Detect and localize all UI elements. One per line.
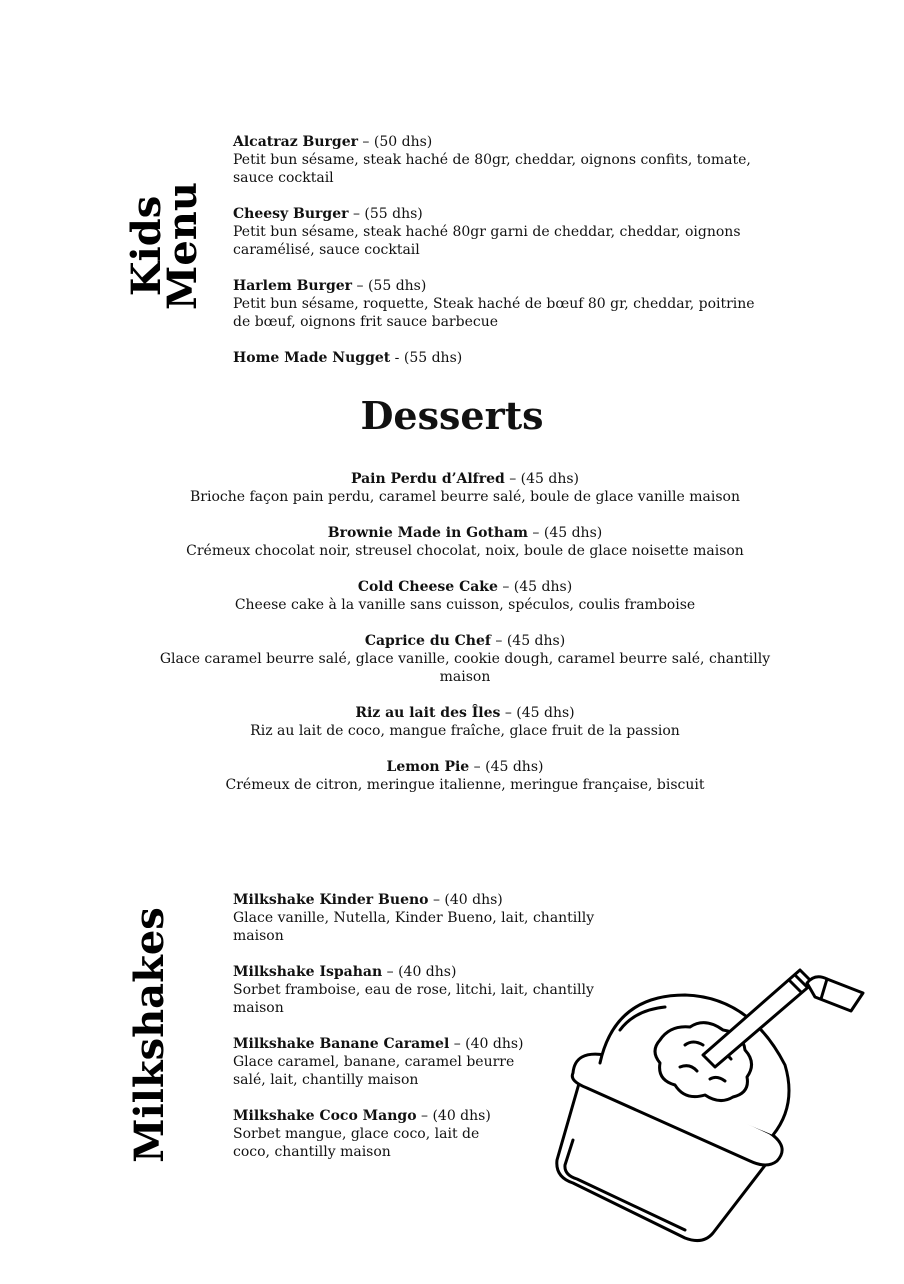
item-name: Caprice du Chef — [364, 633, 491, 649]
item-name: Milkshake Banane Caramel — [233, 1036, 450, 1052]
menu-item — [233, 1107, 503, 1161]
item-name: Home Made Nugget — [233, 350, 391, 366]
menu-item — [233, 891, 623, 945]
item-name: Milkshake Coco Mango — [233, 1108, 417, 1124]
menu-item — [233, 277, 773, 331]
item-name: Cold Cheese Cake — [357, 579, 498, 595]
menu-item — [150, 578, 780, 614]
desserts-list — [150, 470, 780, 812]
item-price: – (45 dhs) — [504, 471, 580, 487]
menu-item — [150, 632, 780, 686]
item-description: Sorbet mangue, glace coco, lait de coco, chantilly maison — [233, 1126, 480, 1160]
menu-item — [233, 1035, 533, 1089]
item-description: Crémeux de citron, meringue italienne, meringue française, biscuit — [225, 777, 705, 793]
kids-menu-list — [233, 133, 773, 385]
menu-item — [150, 470, 780, 506]
item-description: Riz au lait de coco, mangue fraîche, glace fruit de la passion — [250, 723, 680, 739]
item-description: Crémeux chocolat noir, streusel chocolat, noix, boule de glace noisette maison — [186, 543, 744, 559]
menu-item — [233, 133, 773, 187]
item-name: Milkshake Ispahan — [233, 964, 383, 980]
item-price: – (40 dhs) — [416, 1108, 491, 1124]
desserts-title: Desserts — [360, 393, 544, 438]
item-price: - (55 dhs) — [390, 350, 463, 366]
item-price: – (45 dhs) — [490, 633, 566, 649]
item-price: – (45 dhs) — [527, 525, 603, 541]
menu-item — [150, 524, 780, 560]
item-description: Sorbet framboise, eau de rose, litchi, lait, chantilly maison — [233, 982, 594, 1016]
item-price: – (45 dhs) — [469, 759, 544, 775]
kids-menu-title-line1: Kids — [123, 195, 170, 297]
item-price: – (45 dhs) — [500, 705, 575, 721]
item-price: – (40 dhs) — [449, 1036, 524, 1052]
item-price: – (50 dhs) — [357, 134, 433, 150]
item-description: Brioche façon pain perdu, caramel beurre salé, boule de glace vanille maison — [190, 489, 740, 505]
item-description: Glace vanille, Nutella, Kinder Bueno, lait, chantilly maison — [233, 910, 595, 944]
item-name: Riz au lait des Îles — [355, 705, 501, 721]
menu-item — [233, 205, 773, 259]
item-name: Harlem Burger — [233, 278, 353, 294]
menu-item — [150, 758, 780, 794]
milkshakes-title: Milkshakes — [126, 907, 173, 1163]
item-price: – (45 dhs) — [497, 579, 573, 595]
item-description: Petit bun sésame, steak haché de 80gr, cheddar, oignons confits, tomate, sauce cocktail — [233, 152, 751, 186]
item-description: Glace caramel beurre salé, glace vanille, cookie dough, caramel beurre salé, chantilly maison — [159, 651, 771, 685]
item-name: Milkshake Kinder Bueno — [233, 892, 429, 908]
menu-item — [150, 704, 780, 740]
item-description: Petit bun sésame, roquette, Steak haché de bœuf 80 gr, cheddar, poitrine de bœuf, oignons frit sauce barbecue — [233, 296, 755, 330]
item-description: Petit bun sésame, steak haché 80gr garni de cheddar, cheddar, oignons caramélisé, sauce cocktail — [233, 224, 741, 258]
kids-menu-title — [123, 171, 206, 321]
menu-item — [233, 349, 773, 367]
item-name: Cheesy Burger — [233, 206, 349, 222]
item-name: Lemon Pie — [386, 759, 470, 775]
milkshake-cup-icon — [545, 955, 885, 1245]
item-price: – (40 dhs) — [428, 892, 503, 908]
item-name: Pain Perdu d’Alfred — [350, 471, 505, 487]
item-description: Glace caramel, banane, caramel beurre salé, lait, chantilly maison — [233, 1054, 515, 1088]
item-price: – (40 dhs) — [382, 964, 457, 980]
item-price: – (55 dhs) — [348, 206, 423, 222]
item-name: Brownie Made in Gotham — [327, 525, 528, 541]
item-name: Alcatraz Burger — [233, 134, 358, 150]
kids-menu-title-line2: Menu — [159, 182, 206, 310]
item-description: Cheese cake à la vanille sans cuisson, spéculos, coulis framboise — [234, 597, 696, 613]
item-price: – (55 dhs) — [352, 278, 427, 294]
